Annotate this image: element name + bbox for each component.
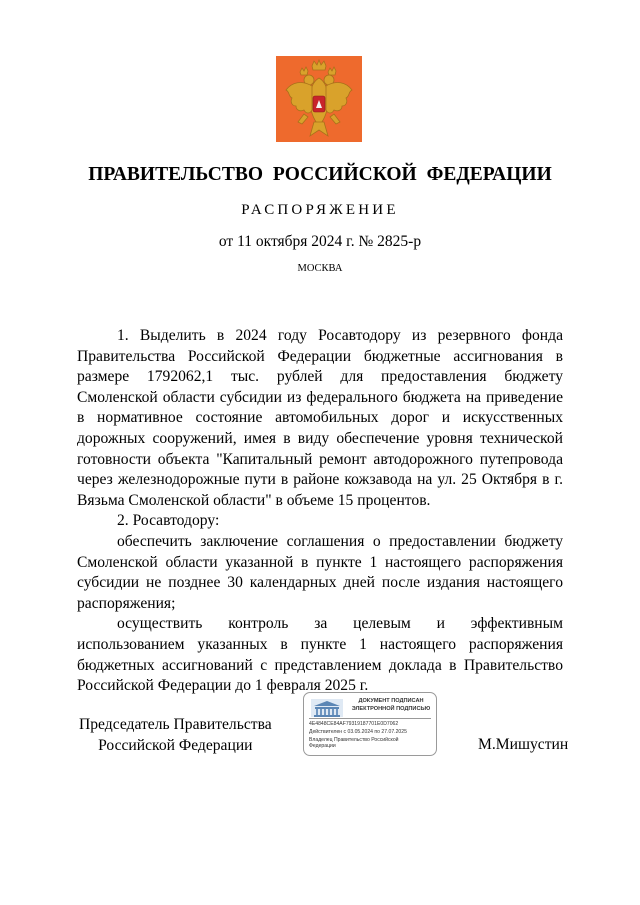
stamp-validity: Действителен с 03.05.2024 по 27.07.2025 — [309, 729, 407, 735]
stamp-title — [348, 698, 434, 713]
stamp-owner-line1: Владелец Правительство Российской — [309, 737, 399, 743]
russian-coat-of-arms-icon — [276, 56, 362, 142]
document-city: МОСКВА — [297, 263, 343, 274]
document-type: РАСПОРЯЖЕНИЕ — [241, 202, 399, 218]
stamp-title-line2: ЭЛЕКТРОННОЙ ПОДПИСЬЮ — [351, 705, 431, 712]
government-building-icon — [310, 698, 344, 718]
stamp-divider — [309, 718, 431, 719]
signatory-position — [79, 715, 272, 756]
document-date-number: от 11 октября 2024 г. № 2825-р — [218, 233, 422, 250]
electronic-signature-stamp — [303, 692, 437, 756]
paragraph-1: 1. Выделить в 2024 году Росавтодору из резервного фонда Правительства Российской Федерации бюджетные ассигнования в размере 1792062,1 тыс. рублей для предоставления бюджету Смоленской области субсидии из федерального бюджета на приведение в нормативное состояние автомобильных дорог и искусственных дорожных сооружений, имея в виду обеспечение уровня технической готовности объекта "Капитальный ремонт автодорожного путепровода через железнодорожные пути в районе кожзавода на ул. 25 Октября в г. Вязьма Смоленской области" в объеме 15 процентов. — [77, 327, 563, 509]
signatory-name: М.Мишустин — [478, 736, 569, 753]
paragraph-2: 2. Росавтодору: — [117, 512, 220, 530]
stamp-owner-line2: Федерации — [309, 743, 336, 749]
signatory-position-line1: Председатель Правительства — [79, 716, 272, 733]
government-title: ПРАВИТЕЛЬСТВО РОССИЙСКОЙ ФЕДЕРАЦИИ — [88, 164, 552, 185]
document-body — [77, 326, 563, 697]
stamp-certificate: 4E4848CE84AF79319187701E0D7062 — [309, 721, 399, 727]
paragraph-4: осуществить контроль за целевым и эффективным использованием указанных в пункте 1 настоящего распоряжения бюджетных ассигнований с представлением доклада в Правительство Российской Федерации до 1 февраля 2025 г. — [77, 615, 563, 695]
stamp-title-line1: ДОКУМЕНТ ПОДПИСАН — [358, 698, 424, 704]
paragraph-3: обеспечить заключение соглашения о предоставлении бюджету Смоленской области указанной в пункте 1 настоящего распоряжения субсидии не позднее 30 календарных дней после издания настоящего распоряжения; — [77, 532, 563, 612]
signatory-position-line2: Российской Федерации — [98, 736, 253, 754]
